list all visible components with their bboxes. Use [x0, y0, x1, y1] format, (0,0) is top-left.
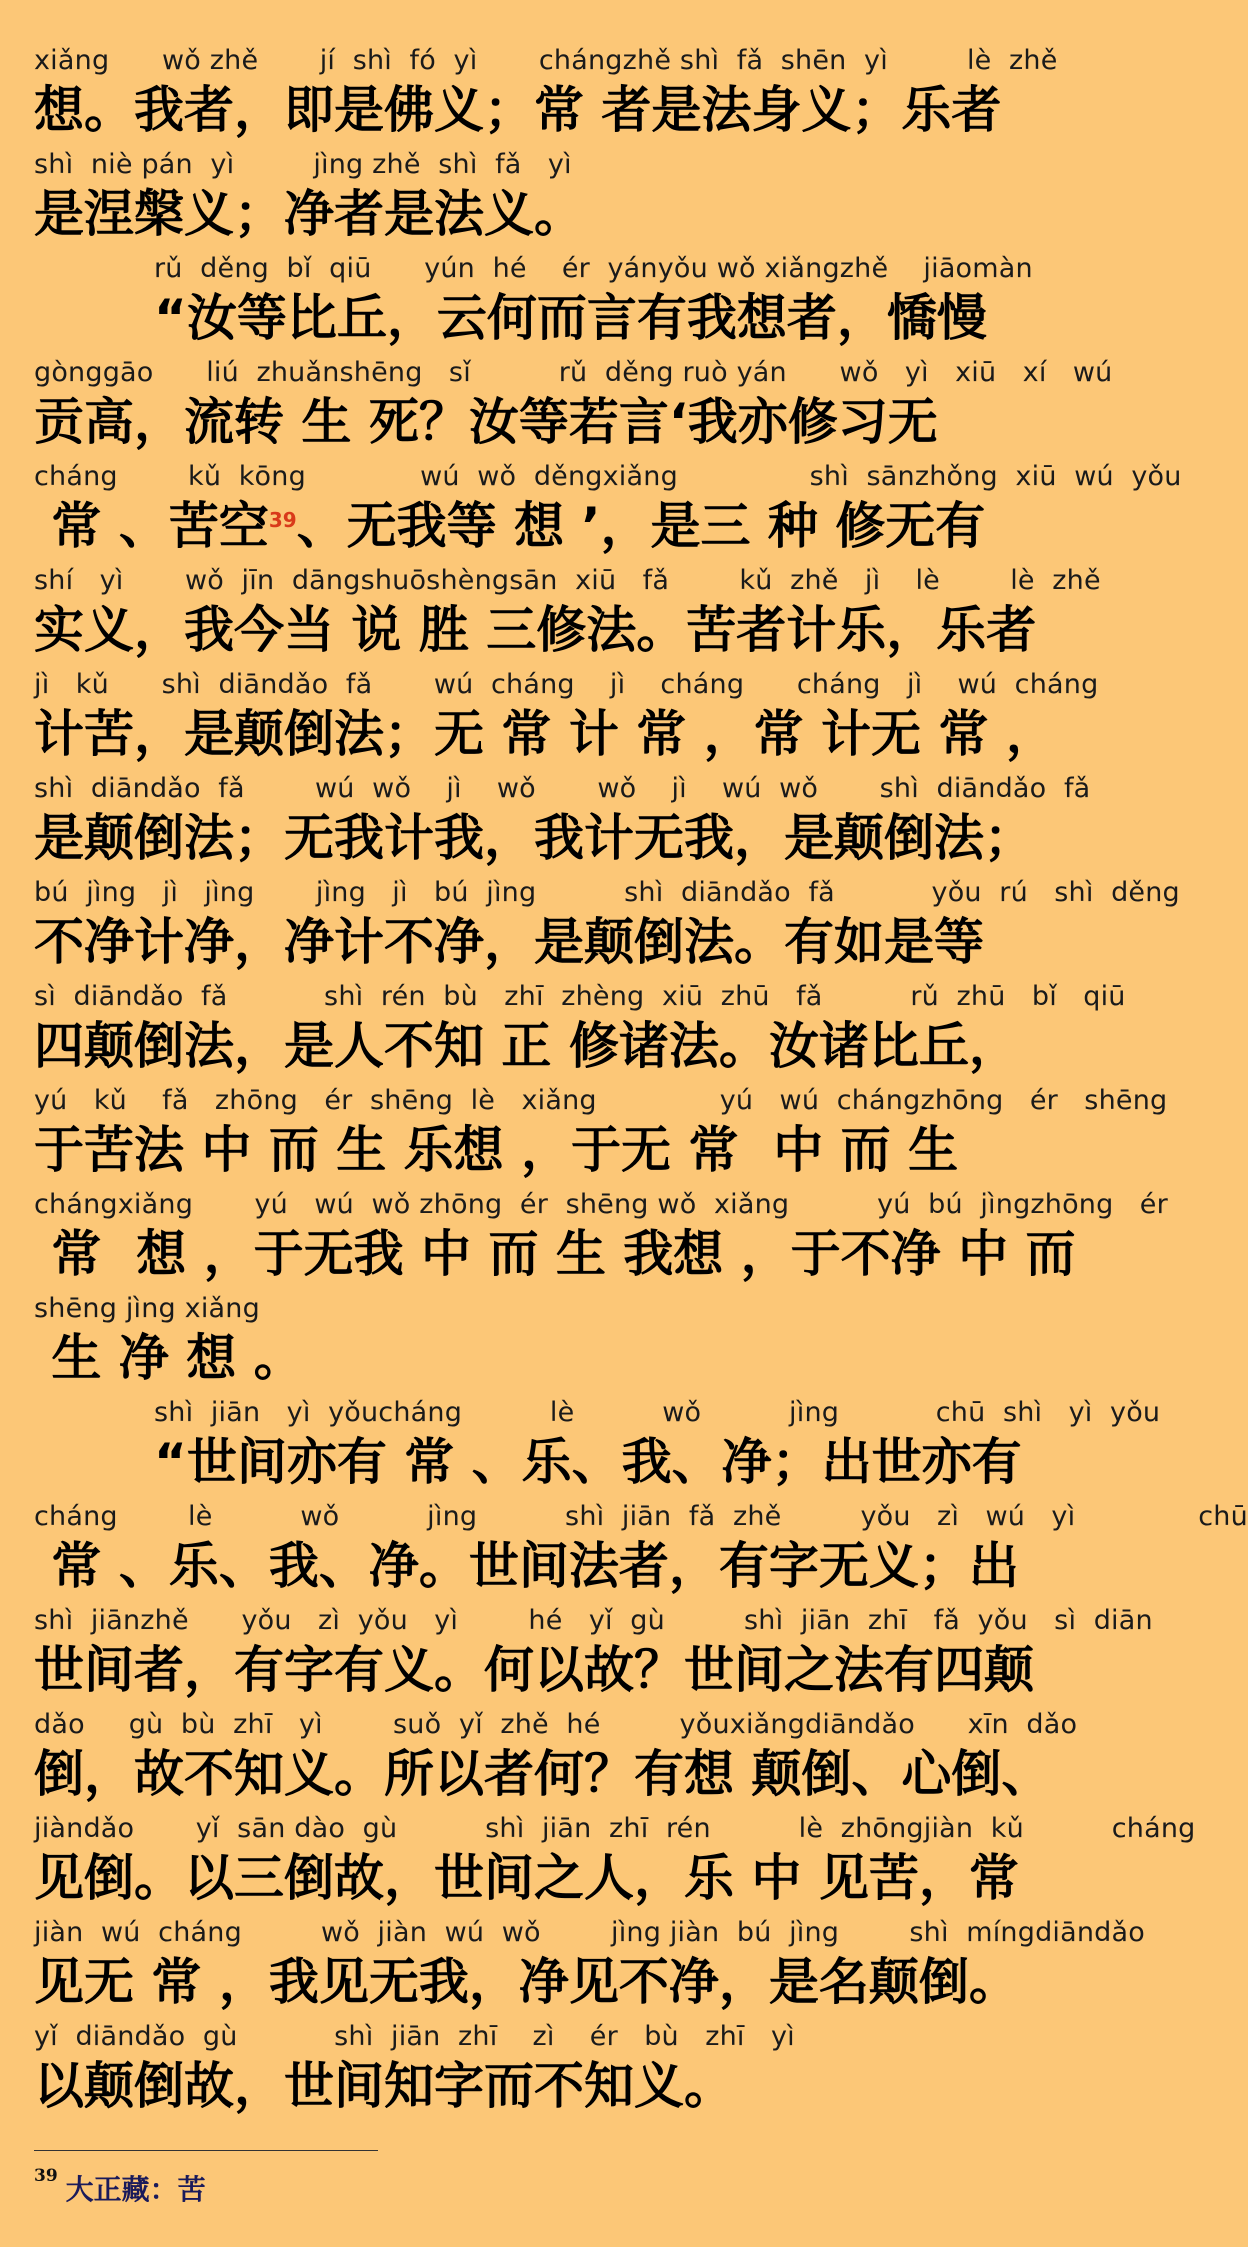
text-line — [34, 1708, 1078, 1812]
hanzi-line: 倒，故不知义。所以者何？有想 颠倒、心倒、 — [34, 1745, 1052, 1803]
text-line — [34, 1604, 1153, 1708]
text-line — [34, 460, 1182, 564]
text-line — [34, 1812, 1196, 1916]
hanzi-line: 计苦，是颠倒法；无 常 计 常 ，常 计无 常 ， — [34, 705, 1056, 763]
text-line — [34, 1084, 1168, 1188]
footnote-marker[interactable]: 39 — [268, 508, 297, 532]
hanzi-line: 以颠倒故，世间知字而不知义。 — [34, 2057, 734, 2115]
text-line — [34, 148, 1050, 252]
pinyin-line: cháng lè wǒ jìng shì jiān fǎ zhě yǒu zì wú yì chū — [34, 1501, 1248, 1532]
pinyin-line: rǔ děng bǐ qiū yún hé ér yányǒu wǒ xiǎngzhě jiāomàn — [154, 253, 1033, 284]
text-line — [34, 2020, 1050, 2124]
pinyin-line: dǎo gù bù zhī yì suǒ yǐ zhě hé yǒuxiǎngdiāndǎo xīn dǎo — [34, 1709, 1078, 1740]
pinyin-line: shí yì wǒ jīn dāngshuōshèngsān xiū fǎ kǔ zhě jì lè lè zhě — [34, 565, 1101, 596]
footnote-divider — [34, 2150, 378, 2151]
text-body — [34, 44, 1248, 2124]
hanzi-line: 实义，我今当 说 胜 三修法。苦者计乐，乐者 — [34, 601, 1037, 659]
footnote-number: 39 — [34, 2166, 58, 2186]
pinyin-line: shì diāndǎo fǎ wú wǒ jì wǒ wǒ jì wú wǒ shì diāndǎo fǎ — [34, 773, 1091, 804]
pinyin-line: bú jìng jì jìng jìng jì bú jìng shì diāndǎo fǎ yǒu rú shì děng — [34, 877, 1180, 908]
pinyin-line: gònggāo liú zhuǎnshēng sǐ rǔ děng ruò yán wǒ yì xiū xí wú — [34, 357, 1113, 388]
text-line — [34, 980, 1126, 1084]
hanzi-line: 见倒。以三倒故，世间之人，乐 中 见苦，常 — [34, 1849, 1019, 1907]
hanzi-line: 常 、乐、我、净。世间法者，有字无义；出 — [34, 1537, 1019, 1595]
hanzi-line: “世间亦有 常 、乐、我、净；出世亦有 — [154, 1433, 1022, 1491]
hanzi-line — [34, 496, 985, 556]
pinyin-line: chángxiǎng yú wú wǒ zhōng ér shēng wǒ xiǎng yú bú jìngzhōng ér — [34, 1189, 1168, 1220]
pinyin-line: yǐ diāndǎo gù shì jiān zhī zì ér bù zhī yì — [34, 2021, 795, 2052]
hanzi-line: 贡高，流转 生 死？汝等若言‘我亦修习无 — [34, 393, 938, 451]
text-line — [34, 1396, 1161, 1500]
pinyin-line: sì diāndǎo fǎ shì rén bù zhī zhèng xiū zhū fǎ rǔ zhū bǐ qiū — [34, 981, 1126, 1012]
pinyin-line: jì kǔ shì diāndǎo fǎ wú cháng jì cháng cháng jì wú cháng — [34, 669, 1099, 700]
hanzi-line: 世间者，有字有义。何以故？世间之法有四颠 — [34, 1641, 1034, 1699]
hanzi-line: 见无 常 ，我见无我，净见不净，是名颠倒。 — [34, 1953, 1019, 2011]
hanzi-line: 是颠倒法；无我计我，我计无我，是颠倒法； — [34, 809, 1034, 867]
text-line — [34, 1916, 1145, 2020]
pinyin-line: shì jiān yì yǒucháng lè wǒ jìng chū shì yì yǒu — [154, 1397, 1161, 1428]
pinyin-line: cháng kǔ kōng wú wǒ děngxiǎng shì sānzhǒng xiū wú yǒu — [34, 461, 1182, 492]
pinyin-line: shì niè pán yì jìng zhě shì fǎ yì — [34, 149, 572, 180]
text-line — [34, 1188, 1168, 1292]
hanzi-line: 是涅槃义；净者是法义。 — [34, 185, 584, 243]
hanzi-line: 生 净 想 。 — [34, 1329, 304, 1387]
hanzi-line: 于苦法 中 而 生 乐想 ，于无 常 中 而 生 — [34, 1121, 959, 1179]
text-line — [34, 564, 1101, 668]
hanzi-line: 常 想 ，于无我 中 而 生 我想 ，于不净 中 而 — [34, 1225, 1076, 1283]
text-line — [34, 876, 1180, 980]
hanzi-line: “汝等比丘，云何而言有我想者，憍慢 — [154, 289, 987, 347]
text-line — [34, 668, 1099, 772]
text-line — [34, 356, 1113, 460]
text-line — [34, 1500, 1248, 1604]
footnote-text: 大正藏：苦 — [65, 2173, 206, 2206]
hanzi-segment: 常 、苦空 — [34, 497, 269, 555]
text-line — [34, 1292, 1050, 1396]
hanzi-line: 想。我者，即是佛义；常 者是法身义；乐者 — [34, 81, 1002, 139]
pinyin-line: shēng jìng xiǎng — [34, 1293, 260, 1324]
pinyin-line: yú kǔ fǎ zhōng ér shēng lè xiǎng yú wú chángzhōng ér shēng — [34, 1085, 1168, 1116]
pinyin-line: xiǎng wǒ zhě jí shì fó yì chángzhě shì fǎ shēn yì lè zhě — [34, 45, 1058, 76]
hanzi-line: 不净计净，净计不净，是颠倒法。有如是等 — [34, 913, 984, 971]
pinyin-line: jiàndǎo yǐ sān dào gù shì jiān zhī rén lè zhōngjiàn kǔ cháng — [34, 1813, 1196, 1844]
hanzi-line: 四颠倒法，是人不知 正 修诸法。汝诸比丘， — [34, 1017, 1019, 1075]
text-line — [34, 772, 1091, 876]
pinyin-line: jiàn wú cháng wǒ jiàn wú wǒ jìng jiàn bú jìng shì míngdiāndǎo — [34, 1917, 1145, 1948]
text-line — [34, 44, 1058, 148]
text-line — [34, 252, 1050, 356]
pinyin-line: shì jiānzhě yǒu zì yǒu yì hé yǐ gù shì jiān zhī fǎ yǒu sì diān — [34, 1605, 1153, 1636]
hanzi-segment: 、无我等 想 ’，是三 种 修无有 — [296, 497, 986, 555]
footnote — [34, 2168, 206, 2208]
